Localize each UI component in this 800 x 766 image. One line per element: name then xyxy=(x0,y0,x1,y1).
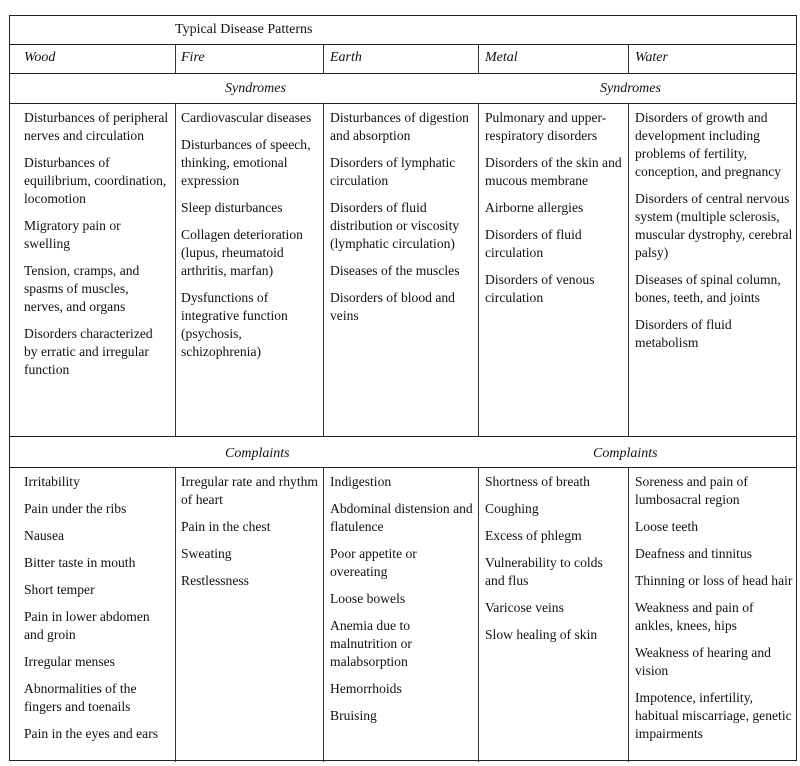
list-item: Sweating xyxy=(181,546,232,561)
list-item: Abnormalities of the fingers and toenails xyxy=(24,681,137,714)
list-item: Airborne allergies xyxy=(485,200,584,215)
list-item: Bitter taste in mouth xyxy=(24,555,136,570)
column-divider xyxy=(175,103,176,436)
list-item: Hemorrhoids xyxy=(330,681,402,696)
divider xyxy=(10,467,796,468)
syndromes-column-water xyxy=(635,109,795,361)
list-item: Migratory pain or swelling xyxy=(24,218,121,251)
list-item: Soreness and pain of lumbosacral region xyxy=(635,474,748,507)
list-item: Bruising xyxy=(330,708,377,723)
column-divider xyxy=(478,467,479,762)
list-item: Disorders of fluid circulation xyxy=(485,227,582,260)
list-item: Pain in the chest xyxy=(181,519,271,534)
syndromes-column-wood xyxy=(24,109,169,388)
list-item: Weakness of hearing and vision xyxy=(635,645,771,678)
list-item: Disorders characterized by erratic and irregular function xyxy=(24,326,153,377)
complaints-column-metal xyxy=(485,473,625,653)
list-item: Disturbances of peripheral nerves and circulation xyxy=(24,110,169,143)
list-item: Poor appetite or overeating xyxy=(330,546,417,579)
list-item: Impotence, infertility, habitual miscarriage, genetic impairments xyxy=(635,690,792,741)
list-item: Cardiovascular diseases xyxy=(181,110,312,125)
list-item: Excess of phlegm xyxy=(485,528,582,543)
disease-patterns-table xyxy=(9,15,797,761)
syndromes-label-right: Syndromes xyxy=(600,81,661,96)
list-item: Irritability xyxy=(24,474,80,489)
complaints-column-earth xyxy=(330,473,475,734)
column-divider xyxy=(628,103,629,436)
list-item: Diseases of spinal column, bones, teeth, and joints xyxy=(635,272,781,305)
column-header-wood: Wood xyxy=(24,50,56,65)
column-divider xyxy=(323,103,324,436)
list-item: Disorders of fluid distribution or viscosity (lymphatic circulation) xyxy=(330,200,460,251)
column-divider xyxy=(628,467,629,762)
list-item: Slow healing of skin xyxy=(485,627,598,642)
divider xyxy=(10,73,796,74)
list-item: Indigestion xyxy=(330,474,392,489)
complaints-column-wood xyxy=(24,473,169,752)
table-title: Typical Disease Patterns xyxy=(175,22,313,37)
list-item: Collagen deterioration (lupus, rheumatoid arthritis, marfan) xyxy=(181,227,303,278)
list-item: Disorders of blood and veins xyxy=(330,290,455,323)
list-item: Short temper xyxy=(24,582,95,597)
column-divider xyxy=(323,467,324,762)
complaints-label-left: Complaints xyxy=(225,446,290,461)
list-item: Abdominal distension and flatulence xyxy=(330,501,473,534)
list-item: Varicose veins xyxy=(485,600,564,615)
list-item: Pain in lower abdomen and groin xyxy=(24,609,150,642)
list-item: Pulmonary and upper-respiratory disorders xyxy=(485,110,607,143)
list-item: Vulnerability to colds and flus xyxy=(485,555,603,588)
list-item: Anemia due to malnutrition or malabsorption xyxy=(330,618,412,669)
list-item: Nausea xyxy=(24,528,65,543)
column-header-water: Water xyxy=(635,50,668,65)
syndromes-column-fire xyxy=(181,109,319,370)
column-header-earth: Earth xyxy=(330,50,362,65)
complaints-label-right: Complaints xyxy=(593,446,658,461)
list-item: Loose bowels xyxy=(330,591,406,606)
list-item: Disorders of fluid metabolism xyxy=(635,317,732,350)
list-item: Pain under the ribs xyxy=(24,501,127,516)
column-divider xyxy=(478,44,479,73)
list-item: Diseases of the muscles xyxy=(330,263,460,278)
list-item: Irregular menses xyxy=(24,654,115,669)
syndromes-column-metal xyxy=(485,109,625,316)
list-item: Tension, cramps, and spasms of muscles, nerves, and organs xyxy=(24,263,140,314)
syndromes-column-earth xyxy=(330,109,475,334)
divider xyxy=(10,44,796,45)
list-item: Sleep disturbances xyxy=(181,200,283,215)
column-divider xyxy=(628,44,629,73)
list-item: Loose teeth xyxy=(635,519,699,534)
list-item: Pain in the eyes and ears xyxy=(24,726,159,741)
column-header-fire: Fire xyxy=(181,50,205,65)
column-divider xyxy=(175,44,176,73)
list-item: Disturbances of equilibrium, coordination, locomotion xyxy=(24,155,167,206)
list-item: Coughing xyxy=(485,501,539,516)
list-item: Irregular rate and rhythm of heart xyxy=(181,474,319,507)
column-divider xyxy=(478,103,479,436)
list-item: Disturbances of digestion and absorption xyxy=(330,110,469,143)
list-item: Thinning or loss of head hair xyxy=(635,573,793,588)
list-item: Disturbances of speech, thinking, emotional expression xyxy=(181,137,311,188)
complaints-column-fire xyxy=(181,473,319,599)
list-item: Weakness and pain of ankles, knees, hips xyxy=(635,600,754,633)
complaints-column-water xyxy=(635,473,795,752)
column-header-metal: Metal xyxy=(485,50,518,65)
list-item: Shortness of breath xyxy=(485,474,590,489)
list-item: Disorders of venous circulation xyxy=(485,272,595,305)
column-divider xyxy=(323,44,324,73)
list-item: Disorders of growth and development including problems of fertility, conception, and pregnancy xyxy=(635,110,782,179)
list-item: Disorders of central nervous system (multiple sclerosis, muscular dystrophy, cerebral palsy) xyxy=(635,191,793,260)
syndromes-label-left: Syndromes xyxy=(225,81,286,96)
list-item: Disorders of the skin and mucous membrane xyxy=(485,155,622,188)
list-item: Restlessness xyxy=(181,573,249,588)
list-item: Deafness and tinnitus xyxy=(635,546,753,561)
list-item: Disorders of lymphatic circulation xyxy=(330,155,456,188)
list-item: Dysfunctions of integrative function (psychosis, schizophrenia) xyxy=(181,290,288,359)
divider xyxy=(10,103,796,104)
divider xyxy=(10,436,796,437)
column-divider xyxy=(175,467,176,762)
